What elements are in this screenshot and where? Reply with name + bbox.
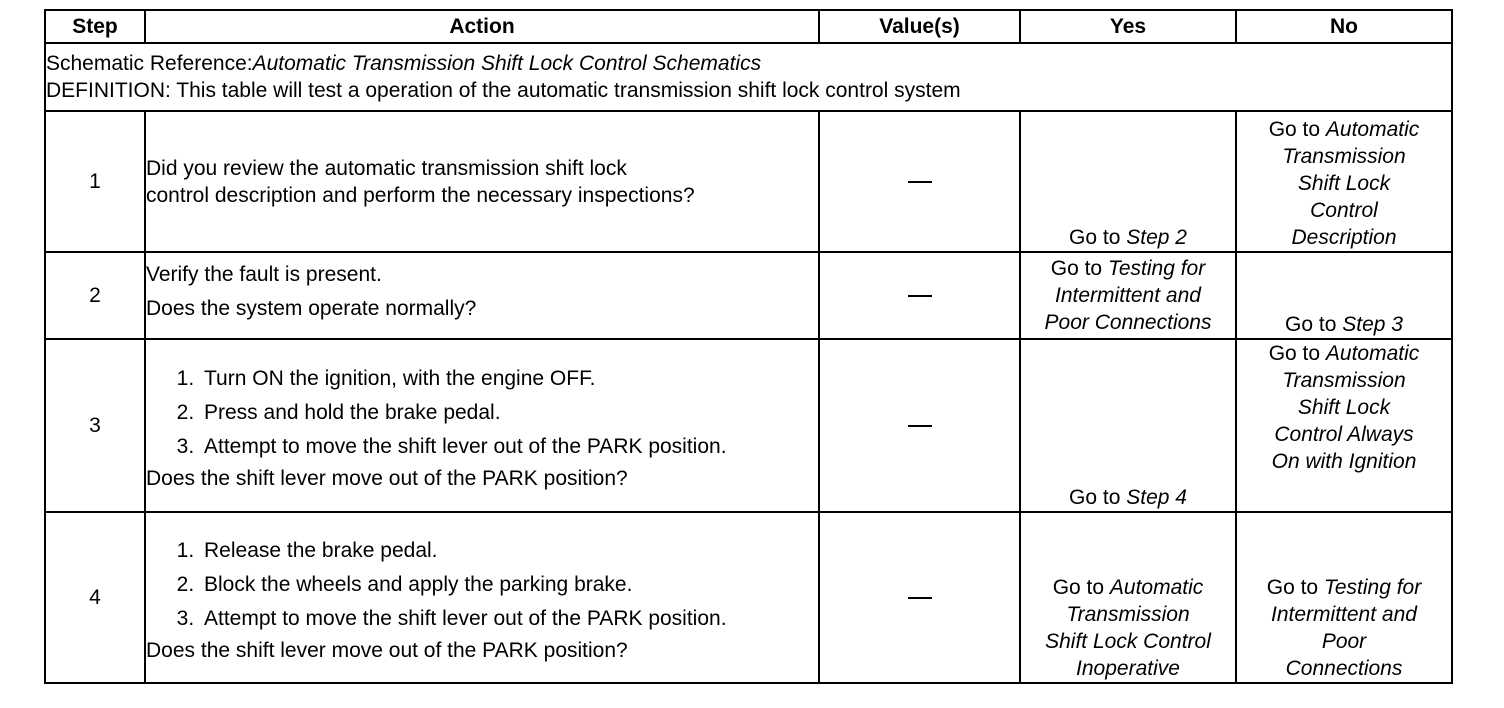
yes-cell	[1020, 512, 1236, 683]
action-steps-list	[146, 365, 818, 460]
list-item: 3. Attempt to move the shift lever out of the PARK position.	[200, 433, 744, 460]
em-dash-value	[908, 181, 932, 183]
goto-prefix: Go to	[1069, 486, 1127, 509]
goto-target: Shift Lock	[1297, 396, 1391, 419]
goto-prefix: Go to	[1050, 257, 1108, 280]
list-item: 1. Turn ON the ignition, with the engine OFF.	[200, 365, 818, 392]
goto-prefix: Go to	[1266, 576, 1324, 599]
value-cell	[819, 512, 1020, 683]
header-row	[45, 10, 1452, 43]
header-values: Value(s)	[819, 10, 1020, 43]
list-item: 2. Press and hold the brake pedal.	[200, 399, 818, 426]
goto-target: Shift Lock Control	[1045, 630, 1211, 653]
action-steps-list	[146, 537, 818, 632]
goto-prefix: Go to	[1268, 342, 1326, 365]
goto-prefix: Go to	[1285, 313, 1343, 336]
reference-cell	[45, 43, 1452, 111]
step-number: 2	[45, 252, 145, 339]
action-cell	[145, 111, 819, 252]
goto-target: Control Always	[1274, 423, 1414, 446]
value-cell	[819, 111, 1020, 252]
schematic-reference-link[interactable]: Automatic Transmission Shift Lock Control Schematics	[252, 52, 762, 75]
value-cell	[819, 339, 1020, 512]
goto-target: Transmission	[1282, 369, 1406, 392]
table-row	[45, 252, 1452, 339]
header-action: Action	[145, 10, 819, 43]
goto-target: Control	[1310, 199, 1378, 222]
yes-goto[interactable]	[1021, 255, 1235, 336]
goto-target: Automatic	[1325, 118, 1420, 141]
action-line: Verify the fault is present.	[146, 263, 382, 286]
no-goto[interactable]	[1237, 311, 1451, 338]
action-line: Did you review the automatic transmission shift lock	[146, 156, 627, 180]
goto-target: Shift Lock	[1297, 172, 1391, 195]
yes-cell	[1020, 252, 1236, 339]
goto-target: On with Ignition	[1271, 450, 1417, 473]
table-row	[45, 512, 1452, 683]
goto-target: Description	[1291, 226, 1397, 249]
em-dash-value	[908, 597, 932, 599]
goto-target: Transmission	[1066, 603, 1190, 626]
no-cell	[1236, 339, 1452, 512]
no-goto[interactable]	[1237, 116, 1451, 251]
goto-target: Step 3	[1342, 313, 1403, 336]
goto-prefix: Go to	[1052, 576, 1110, 599]
schematic-reference	[46, 50, 1451, 77]
goto-target: Transmission	[1282, 145, 1406, 168]
goto-target: Inoperative	[1076, 657, 1180, 680]
goto-target: Intermittent and	[1271, 603, 1417, 626]
action-question: Does the shift lever move out of the PARK position?	[146, 466, 628, 490]
step-number: 1	[45, 111, 145, 252]
em-dash-value	[908, 425, 932, 427]
goto-target: Poor	[1321, 630, 1367, 653]
no-goto[interactable]	[1237, 340, 1451, 475]
goto-target: Poor Connections	[1044, 311, 1212, 334]
table-row	[45, 339, 1452, 512]
action-cell	[145, 339, 819, 512]
schematic-reference-label: Schematic Reference:	[46, 52, 253, 75]
action-question: Does the system operate normally?	[146, 297, 477, 320]
goto-target: Connections	[1285, 657, 1403, 680]
list-item: 3. Attempt to move the shift lever out of the PARK position.	[200, 605, 744, 632]
table-row	[45, 111, 1452, 252]
goto-prefix: Go to	[1268, 118, 1326, 141]
goto-target: Intermittent and	[1055, 284, 1201, 307]
no-cell	[1236, 111, 1452, 252]
header-step: Step	[45, 10, 145, 43]
goto-target: Step 2	[1126, 226, 1187, 249]
no-goto[interactable]	[1237, 574, 1451, 682]
step-number: 4	[45, 512, 145, 683]
list-item: 1. Release the brake pedal.	[200, 537, 818, 564]
yes-goto[interactable]	[1021, 574, 1235, 682]
action-line: control description and perform the necessary inspections?	[146, 183, 695, 207]
em-dash-value	[908, 295, 932, 297]
yes-cell	[1020, 339, 1236, 512]
header-yes: Yes	[1020, 10, 1236, 43]
goto-target: Step 4	[1126, 486, 1187, 509]
goto-target: Testing for	[1107, 257, 1206, 280]
definition-text: DEFINITION: This table will test a operation of the automatic transmission shift lock control system	[46, 79, 961, 102]
yes-cell	[1020, 111, 1236, 252]
no-cell	[1236, 512, 1452, 683]
diagnostic-table	[44, 9, 1453, 684]
value-cell	[819, 252, 1020, 339]
yes-goto[interactable]	[1021, 484, 1235, 511]
action-cell	[145, 252, 819, 339]
no-cell	[1236, 252, 1452, 339]
goto-target: Automatic	[1325, 342, 1420, 365]
list-item: 2. Block the wheels and apply the parking brake.	[200, 571, 818, 598]
yes-goto[interactable]	[1021, 224, 1235, 251]
step-number: 3	[45, 339, 145, 512]
header-no: No	[1236, 10, 1452, 43]
action-cell	[145, 512, 819, 683]
reference-row	[45, 43, 1452, 111]
action-question: Does the shift lever move out of the PARK position?	[146, 638, 628, 662]
goto-target: Testing for	[1323, 576, 1422, 599]
goto-target: Automatic	[1109, 576, 1204, 599]
goto-prefix: Go to	[1069, 226, 1127, 249]
